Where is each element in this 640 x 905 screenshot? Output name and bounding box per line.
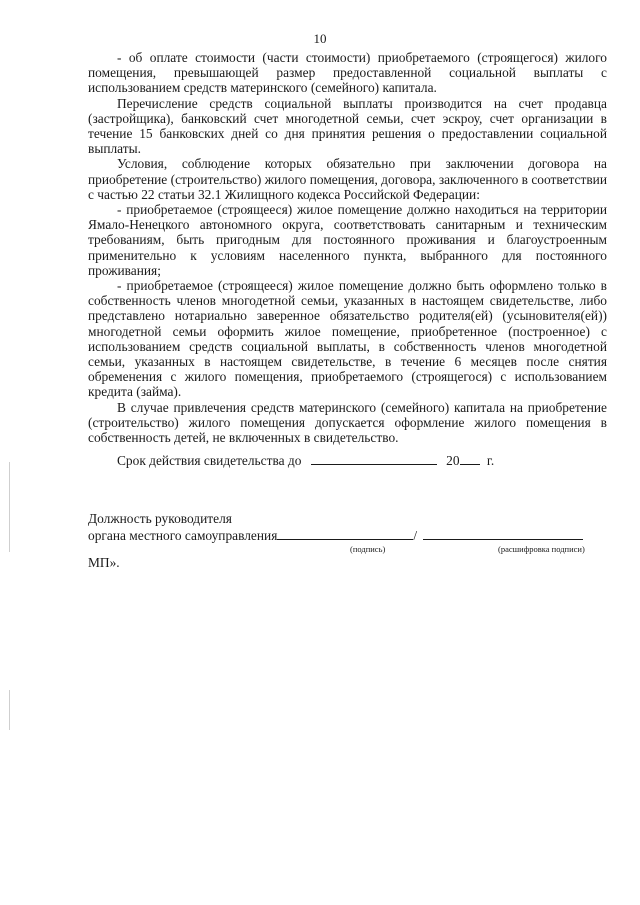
scan-margin-mark	[9, 690, 10, 730]
paragraph-transfer-terms: Перечисление средств социальной выплаты производится на счет продавца (застройщика), банковский счет многодетной семьи, счет эскроу, счет организации в течение 15 банковских дней со дня принятия решения о предоставлении социальной выплаты.	[88, 95, 607, 157]
validity-year-suffix: г.	[486, 453, 495, 468]
signature-separator: /	[413, 528, 418, 543]
position-title-line2: органа местного самоуправления	[88, 528, 278, 543]
validity-line	[117, 452, 494, 469]
signature-caption: (подпись)	[350, 544, 386, 554]
paragraph-ownership-requirements: - приобретаемое (строящееся) жилое помещение должно быть оформлено только в собственность членов многодетной семьи, указанных в настоящем свидетельстве, либо представлено нотариально заверенное обязательство родителя(ей) (усыновителя(ей)) многодетной семьи оформить жилое помещение, приобретенное (построенное) с использованием средств социальной выплаты, в собственность членов многодетной семьи, указанных в настоящем свидетельстве, в течение 6 месяцев после снятия обременения с жилого помещения, приобретаемого (строящегося) с использованием кредита (займа).	[88, 278, 607, 400]
signature-blank	[277, 527, 413, 540]
position-title-line1: Должность руководителя	[88, 511, 232, 526]
validity-year-blank	[460, 452, 480, 465]
paragraph-location-requirements: - приобретаемое (строящееся) жилое помещение должно находиться на территории Ямало-Ненецкого автономного округа, соответствовать санитарным и техническим требованиям, быть пригодным для постоянного проживания и благоустроенным применительно к условиям населенного пункта, выбранного для постоянного проживания;	[88, 202, 607, 278]
validity-year-prefix: 20	[446, 453, 460, 468]
document-body	[88, 50, 607, 445]
stamp-place: МП».	[88, 555, 120, 570]
paragraph-contract-conditions: Условия, соблюдение которых обязательно при заключении договора на приобретение (строительство) жилого помещения, договора, заключенного в соответствии с частью 22 статьи 32.1 Жилищного кодекса Российской Федерации:	[88, 156, 607, 202]
signature-decoding-blank	[423, 527, 583, 540]
paragraph-maternity-capital: В случае привлечения средств материнского (семейного) капитала на приобретение (строительство) жилого помещения допускается оформление жилого помещения в собственность детей, не включенных в свидетельство.	[88, 399, 607, 446]
scan-margin-mark	[9, 462, 10, 552]
signature-block	[88, 511, 608, 554]
validity-label: Срок действия свидетельства до	[117, 453, 302, 468]
page-number: 10	[313, 31, 327, 46]
signature-decoding-caption: (расшифровка подписи)	[498, 544, 585, 554]
validity-date-blank	[311, 452, 437, 465]
paragraph-payment-excess: - об оплате стоимости (части стоимости) приобретаемого (строящегося) жилого помещения, превышающей размер предоставленной социальной выплаты с использованием средств материнского (семейного) капитала.	[88, 50, 607, 96]
